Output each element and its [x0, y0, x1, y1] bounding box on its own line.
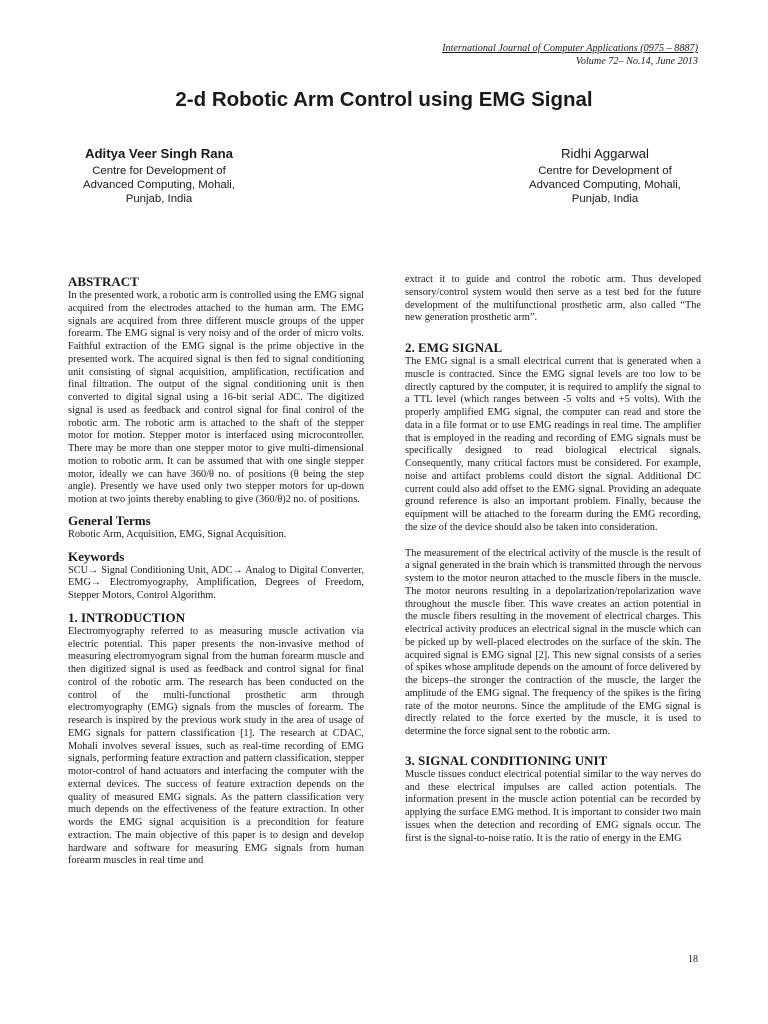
author-affiliation: Punjab, India [125, 193, 193, 205]
author-block-1 [44, 147, 274, 206]
introduction-text: Electromyography referred to as measuring muscle activation via electric potential. This paper presents the non-invasive method of measuring electromyogram signal from the human forearm muscle and then digitized signal is used as feedback and control signal for final control of the robotic arm. The research has been conducted on the control of the multi-functional prosthetic arm through electromyography (EMG) signals from the muscles of forearm. The research is inspired by the previous work study in the area of usage of EMG signals for pattern classification [1]. The research at CDAC, Mohali involves several issues, such as real-time recording of EMG signals, performing feature extraction and pattern classification, stepper motor-control of hand actuators and interfacing the computer with the external devices. The success of feature extraction depends on the quality of measured EMG signals. As the pattern classification very much depends on the effectiveness of the feature extraction. In other words the EMG signal acquisition is a precondition for feature extraction. The main objective of this paper is to design and develop hardware and software for measuring EMG signals from human forearm muscles in real time and [68, 625, 364, 867]
author-block-2 [490, 147, 720, 206]
keywords-text: SCU→ Signal Conditioning Unit, ADC→ Analog to Digital Converter, EMG→ Electromyography, Amplification, Degrees of Freedom, Stepper Motors, Control Algorithm. [68, 564, 364, 601]
journal-header [442, 42, 698, 68]
signal-conditioning-text: Muscle tissues conduct electrical potential similar to the way nerves do and these electrical impulses are called action potentials. The information present in the muscle action potential can be recorded by applying the surface EMG method. It is important to consider two main issues when the detection and recording of EMG signals occur. The first is the signal-to-noise ratio. It is the ratio of energy in the EMG [405, 768, 701, 844]
journal-volume: Volume 72– No.14, June 2013 [575, 56, 698, 67]
emg-signal-heading: 2. EMG SIGNAL [405, 340, 503, 355]
author-affiliation: Advanced Computing, Mohali, [529, 179, 681, 191]
journal-name: International Journal of Computer Applications (0975 – 8887) [442, 43, 698, 54]
signal-conditioning-heading: 3. SIGNAL CONDITIONING UNIT [405, 752, 608, 768]
page-number: 18 [688, 954, 698, 965]
author-affiliation: Centre for Development of [538, 165, 672, 177]
general-terms-heading: General Terms [68, 512, 151, 528]
author-name: Aditya Veer Singh Rana [84, 146, 234, 161]
author-affiliation: Centre for Development of [92, 165, 226, 177]
author-affiliation: Advanced Computing, Mohali, [83, 179, 235, 191]
author-name: Ridhi Aggarwal [561, 146, 649, 161]
introduction-heading: 1. INTRODUCTION [68, 609, 186, 625]
keywords-heading: Keywords [68, 548, 125, 564]
author-affiliation: Punjab, India [571, 193, 639, 205]
introduction-continued-text: extract it to guide and control the robotic arm. Thus developed sensory/control system would then serve as a test bed for the future development of the multifunctional prosthetic arm, also called “The new generation prosthetic arm”. [405, 274, 701, 324]
right-column [405, 274, 701, 845]
emg-signal-paragraph-1: The EMG signal is a small electrical current that is generated when a muscle is contracted. Since the EMG signal levels are too low to be directly captured by the computer, it is required to amplify the signal to a TTL level (which ranges between -5 volts and +5 volts). With the properly amplified EMG signal, the computer can read and store the data in a file format or to use EMG readings in real time. The amplifier that is employed in the reading and recording of EMG signals must be specifically designed to read biological electrical signals. Consequently, many critical factors must be considered. For example, noise and artifact problems could distort the signal. Additional DC current could also add offset to the EMG signal. Providing an adequate ground reference is also an important problem. Finally, because the equipment will be attached to the forearm during the EMG recording, the size of the device should also be taken into consideration. [405, 356, 701, 533]
left-column [68, 272, 364, 868]
general-terms-text: Robotic Arm, Acquisition, EMG, Signal Acquisition. [68, 528, 287, 540]
paper-title: 2-d Robotic Arm Control using EMG Signal [175, 88, 593, 111]
abstract-heading: ABSTRACT [68, 274, 139, 289]
abstract-text: In the presented work, a robotic arm is controlled using the EMG signal acquired from the electrodes attached to the human arm. The EMG signals are acquired from three different muscle groups of the upper forearm. The EMG signal is very noisy and of the order of micro volts. Faithful extraction of the EMG signal is the prime objective in the presented work. The acquired signal is then fed to signal conditioning unit consisting of signal acquisition, amplification, rectification and final filtration. The output of the signal conditioning unit is then converted to digital signal using a 16-bit serial ADC. The digitized signal is used as feedback and control signal for final control of the robotic arm. The robotic arm is attached to the shaft of the stepper motor for motion. Stepper motor is interfaced using microcontroller. There may be more than one stepper motor to give multi-dimensional motion to robotic arm. It can be assumed that with one single stepper motor, ideally we can have 360/θ no. of positions (θ being the step angle). Presently we have used only two stepper motors for up-down motion at two joints thereby enabling to give (360/θ)2 no. of positions. [68, 290, 364, 505]
emg-signal-paragraph-2: The measurement of the electrical activity of the muscle is the result of a signal generated in the brain which is transmitted through the nervous system to the motor neuron attached to the muscle fibers in the muscle. The motor neurons resulting in a depolarization/repolarization wave throughout the muscle fiber. This wave creates an action potential in the muscle fibers resulting in the movement of electrical charges. This electrical activity produces an electrical signal in the muscle which can be picked up by well-placed electrodes on the surface of the skin. The acquired signal is EMG signal [2]. This new signal consists of a series of spikes whose amplitude depends on the amount of force delivered by the biceps–the stronger the contraction of the muscle, the larger the amplitude of the EMG signal. The frequency of the spikes is the firing rate of the motor neurons. Since the amplitude of the EMG signal is directly related to the force exerted by the muscle, it is used to determine the force signal sent to the robotic arm. [405, 547, 701, 737]
